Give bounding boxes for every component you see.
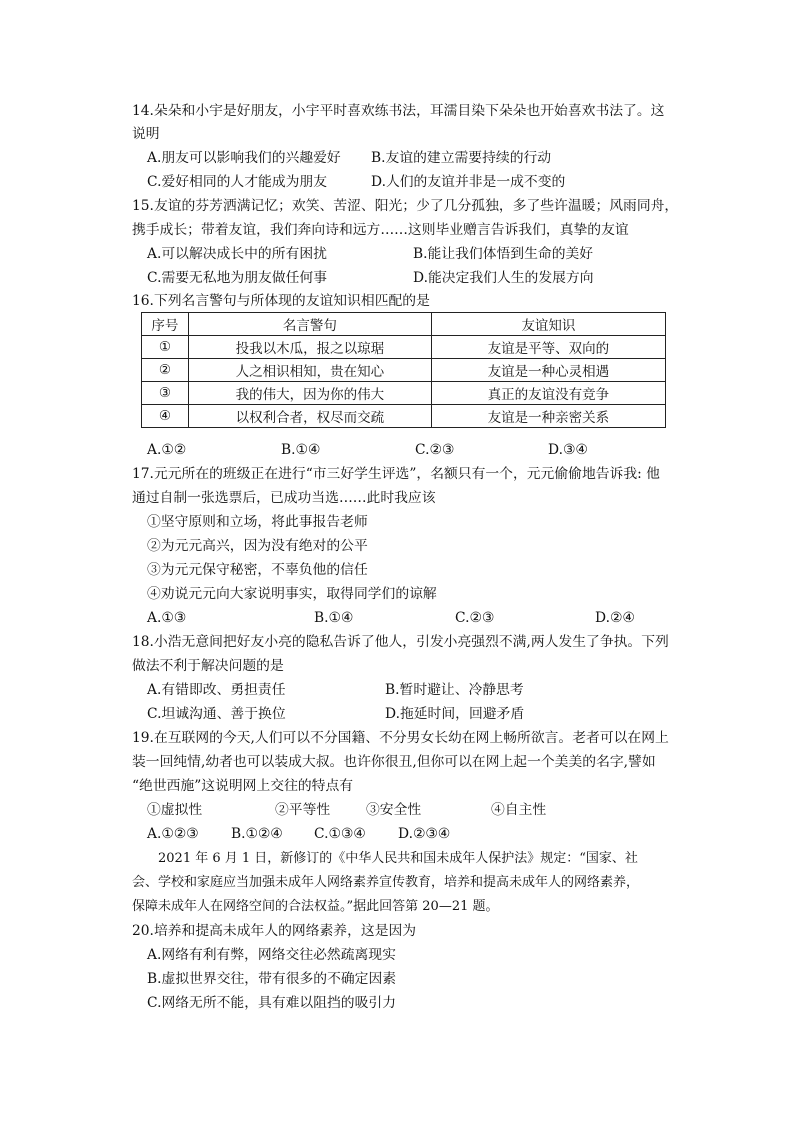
- q16-option-d: D.③④: [548, 442, 588, 458]
- q19-statement-4: ④自主性: [491, 802, 547, 818]
- q18-option-a: A.有错即改、勇担责任: [147, 682, 286, 698]
- intro-line2: 会、学校和家庭应当加强未成年人网络素养宣传教育，培养和提高未成年人的网络素养，: [132, 875, 640, 890]
- q14-option-a: A.朋友可以影响我们的兴趣爱好: [147, 150, 341, 166]
- q17-statement-4: ④劝说元元向大家说明事实，取得同学们的谅解: [147, 586, 437, 602]
- q17-statement-2: ②为元元高兴，因为没有绝对的公平: [147, 538, 368, 554]
- table-row: [142, 336, 666, 359]
- q14-option-b: B.友谊的建立需要持续的行动: [371, 150, 552, 166]
- table-cell: 人之相识相知，贵在知心: [188, 359, 431, 382]
- table-cell: 以权利合者，权尽而交疏: [188, 405, 431, 428]
- q16-stem: 16.下列名言警句与所体现的友谊知识相匹配的是: [132, 293, 430, 309]
- table-cell: 真正的友谊没有竞争: [431, 382, 665, 405]
- q20-option-c: C.网络无所不能，具有难以阻挡的吸引力: [147, 995, 396, 1011]
- table-header: 序号: [142, 313, 189, 336]
- q20-stem: 20.培养和提高未成年人的网络素养，这是因为: [132, 923, 417, 939]
- table-row: [142, 359, 666, 382]
- q15-option-b: B.能让我们体悟到生命的美好: [413, 246, 594, 262]
- table-cell: 投我以木瓜，报之以琼琚: [188, 336, 431, 359]
- q19-stem-line1: 19.在互联网的今天,人们可以不分国籍、不分男女长幼在网上畅所欲言。老者可以在网上: [132, 730, 669, 746]
- q17-option-a: A.①③: [147, 610, 187, 626]
- table-cell: 友谊是一种亲密关系: [431, 405, 665, 428]
- q17-statement-3: ③为元元保守秘密，不辜负他的信任: [147, 562, 368, 578]
- table-cell: ③: [142, 382, 189, 405]
- q15-stem-line1: 15.友谊的芬芳洒满记忆；欢笑、苦涩、阳光；少了几分孤独，多了些许温暖；风雨同舟，: [132, 198, 679, 214]
- q14-stem-line2: 说明: [132, 126, 160, 142]
- table-row: [142, 382, 666, 405]
- q17-option-c: C.②③: [455, 610, 495, 626]
- table-cell: ①: [142, 336, 189, 359]
- q18-option-b: B.暂时避让、冷静思考: [385, 682, 524, 698]
- q18-option-d: D.拖延时间，回避矛盾: [385, 706, 525, 722]
- q18-stem-line2: 做法不利于解决问题的是: [132, 658, 284, 674]
- q16-option-c: C.②③: [415, 442, 455, 458]
- q14-stem-line1: 14.朵朵和小宇是好朋友，小宇平时喜欢练书法，耳濡目染下朵朵也开始喜欢书法了。这: [132, 103, 665, 119]
- q19-statement-1: ①虚拟性: [147, 802, 203, 818]
- q19-option-a: A.①②③: [147, 826, 199, 842]
- q18-stem-line1: 18.小浩无意间把好友小亮的隐私告诉了他人，引发小亮强烈不满,两人发生了争执。下列: [132, 634, 669, 650]
- intro-line3: 保障未成年人在网络空间的合法权益。”据此回答第 20—21 题。: [132, 899, 499, 914]
- table-cell: 友谊是一种心灵相遇: [431, 359, 665, 382]
- q19-statement-3: ③安全性: [366, 802, 422, 818]
- q17-option-d: D.②④: [595, 610, 635, 626]
- q19-stem-line2: 装一回纯情,幼者也可以装成大叔。也许你很丑,但你可以在网上起一个美美的名字,譬如: [132, 754, 656, 770]
- table-cell: 我的伟大，因为你的伟大: [188, 382, 431, 405]
- q15-stem-line2: 携手成长；带着友谊，我们奔向诗和远方……这则毕业赠言告诉我们，真挚的友谊: [132, 222, 629, 238]
- q19-option-b: B.①②④: [231, 826, 283, 842]
- q15-option-d: D.能决定我们人生的发展方向: [413, 270, 594, 286]
- q20-option-a: A.网络有利有弊，网络交往必然疏离现实: [147, 947, 396, 963]
- q17-stem-line1: 17.元元所在的班级正在进行“市三好学生评选”，名额只有一个，元元偷偷地告诉我: 他: [132, 466, 660, 482]
- table-header: 友谊知识: [431, 313, 665, 336]
- q16-table: [141, 312, 666, 428]
- table-cell: ②: [142, 359, 189, 382]
- q16-option-a: A.①②: [147, 442, 187, 458]
- q18-option-c: C.坦诚沟通、善于换位: [147, 706, 286, 722]
- q17-statement-1: ①坚守原则和立场，将此事报告老师: [147, 514, 368, 530]
- q19-option-d: D.②③④: [398, 826, 451, 842]
- q15-option-a: A.可以解决成长中的所有困扰: [147, 246, 327, 262]
- intro-line1: 2021 年 6 月 1 日，新修订的《中华人民共和国未成年人保护法》规定：“国家、社: [158, 851, 638, 866]
- q16-option-b: B.①④: [281, 442, 321, 458]
- q19-option-c: C.①③④: [314, 826, 366, 842]
- table-header-row: [142, 313, 666, 336]
- q17-option-b: B.①④: [314, 610, 354, 626]
- q15-option-c: C.需要无私地为朋友做任何事: [147, 270, 328, 286]
- table-cell: ④: [142, 405, 189, 428]
- q17-stem-line2: 通过自制一张选票后，已成功当选……此时我应该: [132, 490, 436, 506]
- table-cell: 友谊是平等、双向的: [431, 336, 665, 359]
- q14-option-d: D.人们的友谊并非是一成不变的: [371, 174, 566, 190]
- table-row: [142, 405, 666, 428]
- q19-stem-line3: “绝世西施”这说明网上交往的特点有: [132, 778, 354, 794]
- q20-option-b: B.虚拟世界交往，带有很多的不确定因素: [147, 971, 397, 987]
- q14-option-c: C.爱好相同的人才能成为朋友: [147, 174, 328, 190]
- table-header: 名言警句: [188, 313, 431, 336]
- q19-statement-2: ②平等性: [275, 802, 331, 818]
